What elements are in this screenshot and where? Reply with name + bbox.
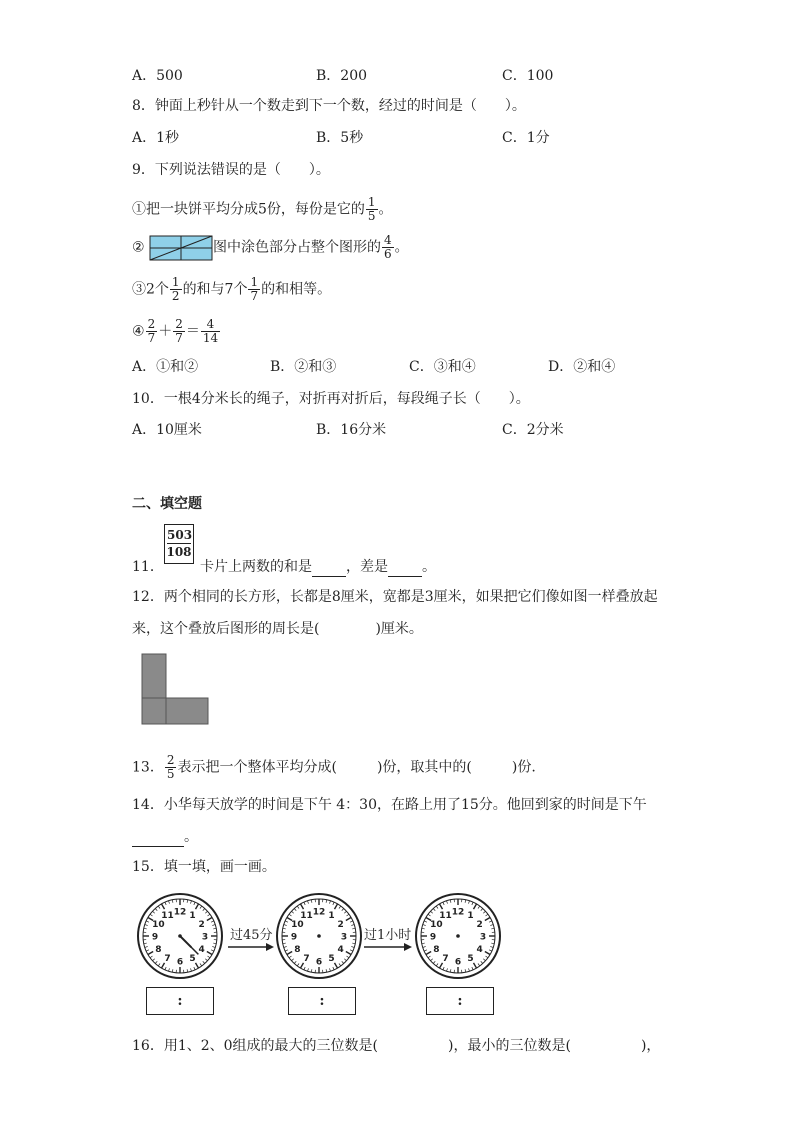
clock-face-start	[136, 892, 224, 980]
q9-s1-post: 。	[378, 201, 393, 218]
q13-text-b: )份，取其中的(	[376, 759, 472, 776]
q9-s1-text: ①把一块饼平均分成5份，每份是它的	[132, 201, 365, 218]
q16-text-a: 16．用1、2、0组成的最大的三位数是(	[132, 1038, 378, 1054]
shaded-rectangle-figure	[149, 235, 213, 261]
numerator: 4	[201, 318, 220, 332]
denominator: 7	[250, 289, 259, 303]
denominator: 7	[147, 331, 156, 345]
denominator: 6	[384, 247, 392, 261]
q14-line-2	[132, 827, 198, 847]
numerator: 1	[250, 275, 259, 289]
fraction	[248, 276, 260, 303]
fraction	[201, 318, 220, 345]
q9-option-a: A．①和②	[132, 359, 199, 375]
denominator: 7	[175, 331, 183, 345]
answer-blank[interactable]	[388, 560, 422, 577]
q8-option-a: A．1秒	[132, 130, 180, 146]
q12-text-b: )厘米。	[375, 621, 423, 637]
clock-number: 9	[290, 932, 298, 943]
q9-s3-pre: ③2个	[132, 281, 169, 298]
q9-option-b: B．②和③	[270, 359, 337, 375]
arrow-label-45-min: 过45分	[230, 928, 273, 943]
clock-number: 1	[467, 910, 474, 921]
clock-number: 12	[173, 907, 187, 918]
denominator: 5	[166, 767, 175, 781]
q7-option-b: B．200	[316, 68, 368, 84]
q9-s2-text: 图中涂色部分占整个图形的	[213, 239, 382, 256]
time-answer-box[interactable]: :	[146, 987, 214, 1015]
numerator: 4	[384, 233, 392, 247]
q9-s2-mark: ②	[132, 239, 145, 256]
right-arrow-icon	[364, 942, 414, 952]
clock-number: 4	[476, 945, 483, 955]
q13-line	[132, 754, 536, 781]
clock-number: 10	[152, 920, 165, 930]
q9-s4-mark: ④	[132, 323, 145, 340]
fraction	[146, 318, 158, 345]
q10-option-a: A．10厘米	[132, 422, 202, 438]
clock-face-middle	[275, 892, 363, 980]
clock-number: 2	[198, 920, 205, 930]
clock-number: 6	[176, 957, 184, 968]
clock-number: 1	[328, 910, 335, 921]
answer-blank[interactable]	[312, 560, 346, 577]
q9-stem: 9．下列说法错误的是（ ）。	[132, 162, 330, 178]
clock-number: 10	[291, 920, 304, 930]
clock-number: 11	[161, 910, 174, 921]
q9-s2-post: 。	[394, 239, 409, 256]
clock-number: 11	[439, 910, 452, 921]
clock-face-end	[414, 892, 502, 980]
clock-number: 7	[164, 954, 171, 965]
fraction	[165, 754, 177, 781]
q10-option-b: B．16分米	[316, 422, 387, 438]
clock-number: 10	[430, 920, 443, 930]
fraction	[382, 234, 394, 261]
clock-number: 12	[451, 907, 465, 918]
clock-number: 5	[328, 954, 335, 965]
clock-number: 2	[337, 920, 344, 930]
denominator: 5	[367, 209, 376, 223]
clock-center-dot	[317, 934, 321, 938]
clock-number: 1	[189, 910, 196, 921]
q10-option-c: C．2分米	[502, 422, 564, 438]
equals-sign: ＝	[185, 323, 200, 340]
clock-number: 4	[198, 945, 205, 955]
q9-statement-1	[132, 196, 393, 223]
q7-option-c: C．100	[502, 68, 554, 84]
clock-number: 4	[337, 945, 344, 955]
clock-number: 9	[151, 932, 159, 943]
clock-number: 7	[303, 954, 310, 965]
clock-number: 8	[433, 945, 440, 955]
q11-text	[200, 557, 436, 577]
plus-sign: ＋	[158, 323, 173, 340]
clock-number: 8	[294, 945, 301, 955]
q9-statement-3	[132, 276, 331, 303]
clock-number: 5	[189, 954, 196, 965]
clock-number: 5	[467, 954, 474, 965]
clock-number: 8	[155, 945, 162, 955]
answer-blank[interactable]	[132, 830, 184, 847]
q16-text-c: )，	[640, 1038, 661, 1054]
q14-line-1: 14．小华每天放学的时间是下午 4：30，在路上用了15分。他回到家的时间是下午	[132, 797, 647, 813]
time-answer-box[interactable]: :	[426, 987, 494, 1015]
fraction	[170, 276, 182, 303]
q13-text-a: 表示把一个整体平均分成(	[177, 759, 337, 776]
section-title: 二、填空题	[132, 496, 202, 512]
right-arrow-icon	[228, 942, 276, 952]
clock-number: 3	[479, 932, 487, 943]
q9-statement-4	[132, 318, 221, 345]
clock-number: 3	[201, 932, 209, 943]
q10-stem: 10．一根4分米长的绳子，对折再对折后，每段绳子长（ ）。	[132, 391, 530, 407]
q15-stem: 15．填一填，画一画。	[132, 859, 276, 875]
numerator: 1	[367, 195, 376, 209]
number-card	[164, 524, 194, 564]
q9-option-c: C．③和④	[409, 359, 476, 375]
overlapping-rectangles-figure	[140, 652, 212, 726]
q8-stem: 8．钟面上秒针从一个数走到下一个数，经过的时间是（ ）。	[132, 98, 526, 114]
numerator: 2	[175, 317, 183, 331]
clock-number: 7	[442, 954, 449, 965]
q7-option-a: A．500	[132, 68, 183, 84]
q9-option-d: D．②和④	[548, 359, 616, 375]
arrow-label-1-hour: 过1小时	[364, 928, 412, 943]
q13-text-c: )份.	[511, 759, 536, 776]
denominator: 2	[171, 289, 180, 303]
clock-number: 2	[476, 920, 483, 930]
clock-number: 12	[312, 907, 326, 918]
q14-post: 。	[184, 829, 198, 845]
clock-number: 9	[429, 932, 437, 943]
q16-text-b: )，最小的三位数是(	[448, 1038, 571, 1054]
q8-option-c: C．1分	[502, 130, 550, 146]
fraction	[173, 318, 185, 345]
clock-number: 3	[340, 932, 348, 943]
q13-num: 13．	[132, 759, 164, 776]
q8-option-b: B．5秒	[316, 130, 364, 146]
clock-number: 11	[300, 910, 313, 921]
card-bottom-number: 108	[166, 545, 192, 559]
q9-s3-post: 的和相等。	[261, 281, 332, 298]
q11-text-b: ，差是	[346, 559, 388, 575]
q16-line	[132, 1036, 660, 1056]
fraction	[366, 196, 378, 223]
numerator: 2	[166, 753, 175, 767]
clock-number: 6	[454, 957, 462, 968]
q11-num: 11．	[132, 559, 164, 575]
clock-number: 6	[315, 957, 323, 968]
denominator: 14	[202, 331, 219, 345]
q11-text-a: 卡片上两数的和是	[200, 559, 312, 575]
numerator: 1	[171, 275, 180, 289]
clock-center-dot	[456, 934, 460, 938]
time-answer-box[interactable]: :	[288, 987, 356, 1015]
q12-line-2	[132, 619, 423, 639]
numerator: 2	[147, 317, 156, 331]
q9-s3-mid: 的和与7个	[182, 281, 248, 298]
card-top-number: 503	[167, 528, 193, 542]
q12-line-1: 12．两个相同的长方形，长都是8厘米，宽都是3厘米，如果把它们像如图一样叠放起	[132, 589, 658, 605]
q9-statement-2	[132, 234, 409, 261]
q12-text-a: 来，这个叠放后图形的周长是(	[132, 621, 320, 637]
q11-text-c: 。	[422, 559, 436, 575]
clock-center-dot	[178, 934, 182, 938]
